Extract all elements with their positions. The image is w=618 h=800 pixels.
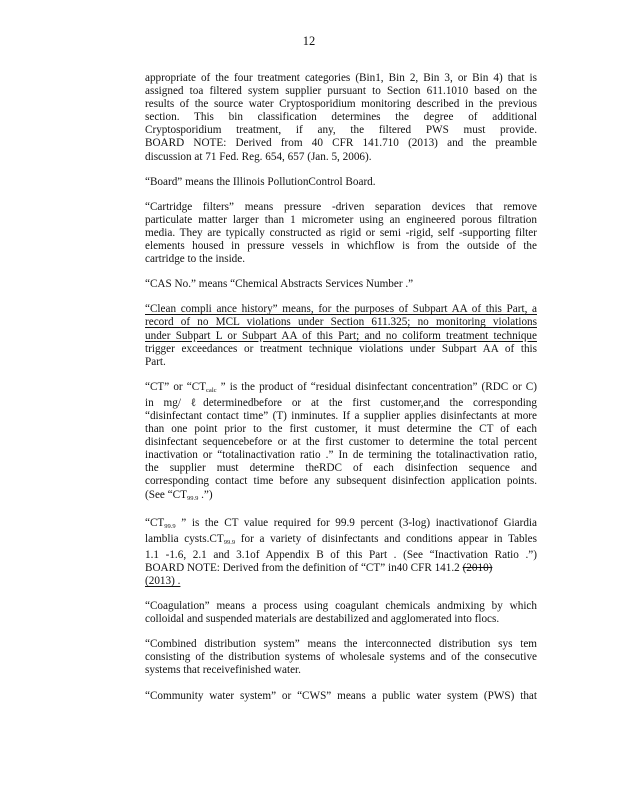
text-line: 1.1 -1.6, 2.1 and 3.1of Appendix B of this Part . (See “Inactivation Ratio .”) (145, 548, 537, 561)
definition-ct (145, 381, 537, 505)
subscript: 99.9 (223, 538, 236, 546)
subscript: 99.9 (164, 522, 176, 530)
page-number: 12 (302, 34, 316, 48)
text-line: cartridge to the inside. (145, 253, 246, 266)
text-line: inactivation or “totalinactivation ratio .” In de termining the totalinactivation ratio, (145, 449, 537, 462)
deleted-text: (2010) (462, 561, 493, 574)
text-line: appropriate of the four treatment categories (Bin1, Bin 2, Bin 3, or Bin 4) that is (145, 72, 537, 84)
text-line (145, 316, 537, 329)
text-line (145, 562, 537, 575)
text-line: “Combined distribution system” means the interconnected distribution sys tem (145, 638, 537, 651)
text-line: section. This bin classification determines the degree of additional (145, 111, 537, 124)
text-line: disinfectant sequencebefore or at the first customer to determine the total percent (145, 436, 537, 449)
text-fragment: ” is the product of “residual disinfectant concentration” (RDC or C) (216, 380, 537, 393)
text-line: particulate matter larger than 1 micrometer using an engineered porous filtration (145, 213, 537, 226)
inserted-text: under Subpart L or Subpart AA of this Part; and no coliform treatment technique (145, 329, 537, 342)
text-line: “Board” means the Illinois PollutionControl Board. (145, 175, 376, 188)
text-fragment: BOARD NOTE: Derived from the definition of “CT” in40 CFR 141.2 (145, 561, 463, 574)
text-line (145, 330, 537, 343)
text-line: systems that receivefinished water. (145, 664, 301, 677)
text-line: BOARD NOTE: Derived from 40 CFR 141.710 (2013) and the preamble (145, 137, 537, 150)
text-line: than one point prior to the first customer, it must determine the CT of each (145, 423, 537, 436)
text-line: “disinfectant contact time” (T) inminutes. If a supplier applies disinfectants at more (145, 409, 537, 422)
text-line: assigned toa filtered system supplier pursuant to Section 611.1010 based on the (145, 85, 537, 98)
text-fragment: “CT” or “CT (145, 380, 207, 393)
inserted-text: record of no MCL violations under Section 611.325; no monitoring violations (145, 316, 537, 329)
text-line: media. They are typically constructed as rigid or semi -rigid, self -supporting filter (145, 226, 537, 239)
subscript: calc (206, 386, 217, 394)
text-line (145, 381, 537, 397)
text-line: the supplier must determine theRDC of each disinfection sequence and (145, 462, 537, 475)
definition-combined-distribution-system (145, 638, 537, 677)
text-line: trigger exceedances or treatment technique violations under Subpart AA of this (145, 342, 537, 355)
text-fragment: ” is the CT value required for 99.9 percent (3-log) inactivationof Giardia (175, 516, 537, 529)
text-fragment: “CT (145, 516, 165, 529)
text-fragment: .”) (198, 488, 213, 501)
text-line: discussion at 71 Fed. Reg. 654, 657 (Jan. 5, 2006). (145, 150, 372, 163)
text-line: corresponding contact time before any subsequent disinfection application points. (145, 475, 537, 488)
definition-clean-compliance-history (145, 303, 537, 368)
definition-coagulation (145, 600, 537, 626)
text-fragment: for a variety of disinfectants and conditions appear in Tables (235, 532, 537, 545)
text-line: “Community water system” or “CWS” means a public water system (PWS) that (145, 689, 537, 702)
definition-community-water-system (145, 690, 537, 703)
paragraph-bin-classification (145, 72, 537, 164)
text-line: results of the source water Cryptosporidium monitoring described in the previous (145, 98, 537, 111)
document-body (145, 72, 537, 703)
inserted-text: (2013) . (145, 575, 181, 587)
text-line: colloidal and suspended materials are destabilized and agglomerated into flocs. (145, 613, 500, 626)
text-line: Part. (145, 355, 166, 368)
text-line (145, 533, 537, 549)
text-line (145, 517, 537, 533)
text-fragment: (See “CT (145, 488, 187, 501)
definition-cartridge-filters (145, 201, 537, 266)
text-line: “Coagulation” means a process using coagulant chemicals andmixing by which (145, 600, 537, 613)
text-line (145, 575, 537, 588)
text-line: “Cartridge filters” means pressure -driven separation devices that remove (145, 200, 537, 213)
definition-board (145, 176, 537, 189)
text-fragment: lamblia cysts.CT (145, 532, 224, 545)
text-line: “CAS No.” means “Chemical Abstracts Services Number .” (145, 278, 414, 291)
subscript: 99.9 (186, 494, 199, 502)
text-line: consisting of the distribution systems of wholesale systems and of the consecutive (145, 651, 537, 664)
definition-ct-99-9 (145, 517, 537, 588)
text-line: elements housed in pressure vessels in whichflow is from the outside of the (145, 240, 537, 253)
text-line: Cryptosporidium treatment, if any, the filtered PWS must provide. (145, 124, 537, 137)
definition-cas-no (145, 278, 537, 291)
inserted-text: “Clean compli ance history” means, for the purposes of Subpart AA of this Part, a (145, 303, 537, 316)
text-line (145, 489, 537, 505)
text-line (145, 303, 537, 316)
text-line: in mg/ ℓdeterminedbefore or at the first customer,and the corresponding (145, 396, 537, 409)
